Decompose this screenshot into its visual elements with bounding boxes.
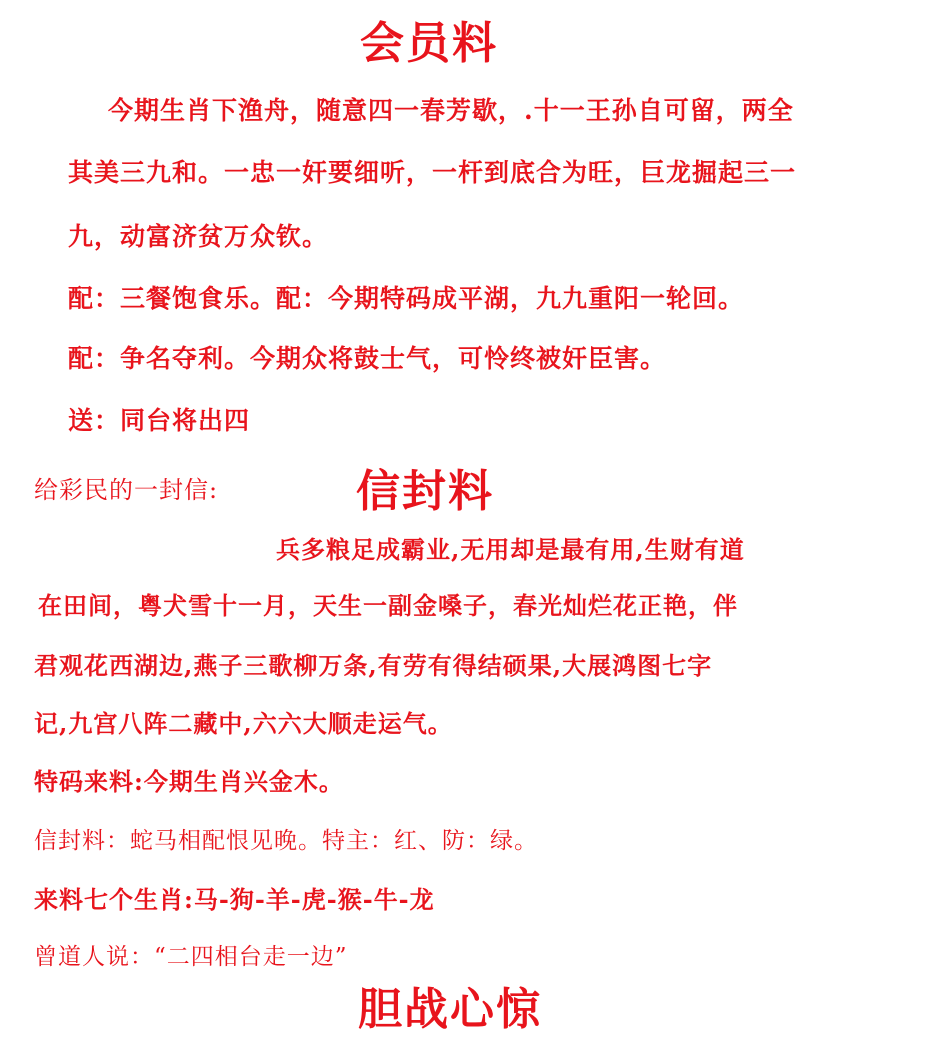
special-code-line: 特码来料:今期生肖兴金木。 [34,767,344,796]
envelope-line-3: 君观花西湖边,燕子三歌柳万条,有劳有得结硕果,大展鸿图七字 [34,651,713,680]
title-trepidation: 胆战心惊 [358,984,542,1035]
member-line-3: 九，动富济贫万众钦。 [68,222,329,251]
letter-intro: 给彩民的一封信: [34,476,219,504]
member-line-2: 其美三九和。一忠一奸要细听，一杆到底合为旺，巨龙掘起三一 [68,158,797,187]
envelope-summary-line: 信封料：蛇马相配恨见晚。特主：红、防：绿。 [34,828,538,854]
envelope-line-2: 在田间，粤犬雪十一月，天生一副金嗓子，春光灿烂花正艳，伴 [38,591,738,620]
member-line-5: 配：争名夺利。今期众将鼓士气，可怜终被奸臣害。 [68,344,667,373]
member-line-4: 配：三餐饱食乐。配：今期特码成平湖，九九重阳一轮回。 [68,284,745,313]
title-envelope-tips: 信封料 [356,466,494,517]
title-member-tips: 会员料 [360,18,498,69]
member-line-6: 送：同台将出四 [68,406,251,435]
envelope-line-4: 记,九宫八阵二藏中,六六大顺走运气。 [34,709,453,738]
envelope-line-1: 兵多粮足成霸业,无用却是最有用,生财有道 [276,535,745,564]
member-line-1: 今期生肖下渔舟，随意四一春芳歇，.十一王孙自可留，两全 [108,96,794,125]
zodiac-list-line: 来料七个生肖:马-狗-羊-虎-猴-牛-龙 [34,885,435,914]
taoist-quote-line: 曾道人说：“二四相台走一边” [34,944,348,970]
